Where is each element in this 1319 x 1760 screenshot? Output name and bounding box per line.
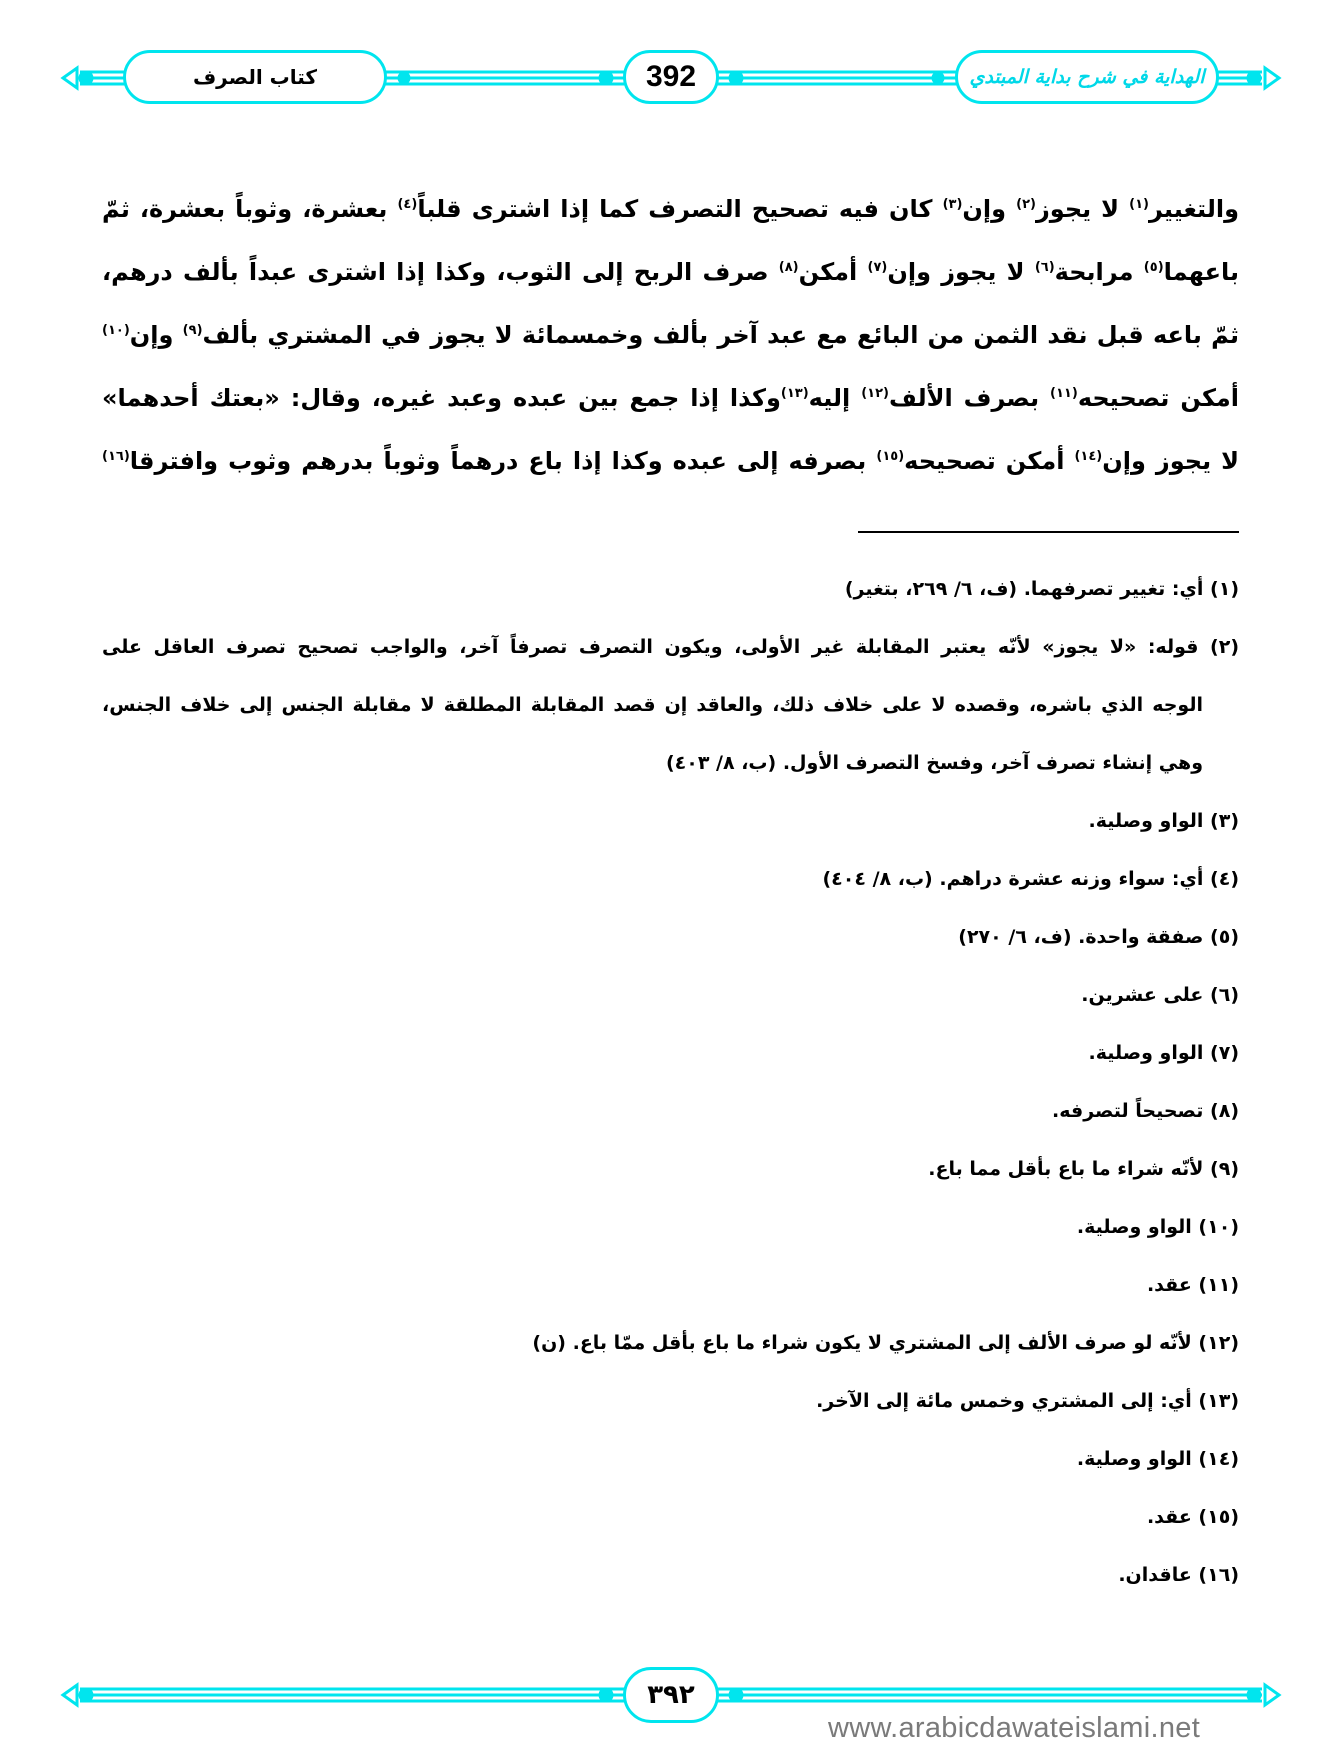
text-segment: وكذا إذا جمع بين عبده وعبد غيره، وقال: «بعتك أحدهما» bbox=[102, 384, 781, 412]
text-segment: بصرف الألف bbox=[888, 384, 1051, 412]
text-segment: لا يجوز bbox=[1035, 195, 1130, 223]
text-segment: مرابحة bbox=[1054, 258, 1144, 286]
footnote-marker[interactable]: (٥) bbox=[1143, 260, 1164, 275]
text-segment: صرف الربح إلى الثوب، وكذا إذا اشترى عبداً بألف درهم، bbox=[102, 258, 779, 286]
footnote-8: (٨) تصحيحاً لتصرفه. bbox=[1052, 1100, 1239, 1122]
text-segment: وإن bbox=[962, 195, 1017, 223]
footnote-16: (١٦) عاقدان. bbox=[1118, 1564, 1239, 1586]
page-number: 392 bbox=[623, 50, 719, 104]
footnote-10: (١٠) الواو وصلية. bbox=[1076, 1216, 1239, 1238]
footer-page-number: ٣٩٢ bbox=[623, 1667, 719, 1723]
text-line bbox=[102, 432, 1239, 495]
text-segment: إليه bbox=[808, 384, 862, 412]
footnote-9: (٩) لأنّه شراء ما باع بأقل مما باع. bbox=[928, 1158, 1239, 1180]
footnotes bbox=[102, 560, 1239, 1604]
text-segment: كان فيه تصحيح التصرف كما إذا اشترى قلباً bbox=[417, 195, 943, 223]
footnote-marker[interactable]: (١٥) bbox=[876, 449, 905, 464]
text-line bbox=[102, 369, 1239, 432]
footnote-marker[interactable]: (١٣) bbox=[780, 386, 809, 401]
chapter-title: كتاب الصرف bbox=[123, 50, 387, 104]
text-segment: ثمّ باعه قبل نقد الثمن من البائع مع عبد آخر بألف وخمسمائة لا يجوز في المشتري بألف bbox=[202, 321, 1240, 349]
footnote-2-continued: وهي إنشاء تصرف آخر، وفسخ التصرف الأول. (ب، ٨/ ٤٠٣) bbox=[665, 752, 1203, 774]
text-line bbox=[102, 306, 1239, 369]
footnote-marker[interactable]: (١٤) bbox=[1074, 449, 1103, 464]
footnote-15: (١٥) عقد. bbox=[1146, 1506, 1239, 1528]
footnote-marker[interactable]: (١٢) bbox=[861, 386, 889, 401]
footnote-text: لأنّه يعتبر المقابلة غير الأولى، ويكون التصرف تصرفاً آخر، والواجب تصحيح تصرف العاقل على bbox=[102, 636, 1043, 658]
footnote-marker[interactable]: (٣) bbox=[942, 197, 963, 212]
footnote-marker[interactable]: (١٠) bbox=[102, 323, 130, 338]
footnote-marker[interactable]: (١١) bbox=[1050, 386, 1078, 401]
footnote-marker[interactable]: (٤) bbox=[397, 197, 418, 212]
text-segment: بعشرة، وثوباً بعشرة، ثمّ bbox=[102, 195, 398, 223]
footnote-2-continued: الوجه الذي باشره، وقصده لا على خلاف ذلك، والعاقد إن قصد المقابلة المطلقة لا مقابلة الجنس إلى خلاف الجنس، bbox=[102, 694, 1203, 716]
text-segment: بصرفه إلى عبده وكذا إذا باع درهماً وثوباً بدرهم وثوب وافترقا bbox=[129, 447, 877, 475]
main-text bbox=[102, 180, 1239, 495]
text-segment: لا يجوز وإن bbox=[1102, 447, 1239, 475]
footnote-marker[interactable]: (٧) bbox=[867, 260, 888, 275]
footnote-11: (١١) عقد. bbox=[1146, 1274, 1239, 1296]
footnote-7: (٧) الواو وصلية. bbox=[1088, 1042, 1239, 1064]
text-segment: لا يجوز وإن bbox=[887, 258, 1035, 286]
footnote-6: (٦) على عشرين. bbox=[1081, 984, 1239, 1006]
text-segment: باعهما bbox=[1163, 258, 1240, 286]
footnote-marker[interactable]: (١) bbox=[1129, 197, 1149, 212]
footnote-2 bbox=[102, 618, 1239, 676]
text-segment: وإن bbox=[129, 321, 183, 349]
footnote-marker[interactable]: (٨) bbox=[778, 260, 799, 275]
book-title-logo: الهداية في شرح بداية المبتدي bbox=[955, 50, 1219, 104]
footnote-marker[interactable]: (٦) bbox=[1034, 260, 1055, 275]
footnote-number: (٢) bbox=[1198, 636, 1239, 658]
text-segment: والتغيير bbox=[1148, 195, 1239, 223]
footnote-14: (١٤) الواو وصلية. bbox=[1076, 1448, 1239, 1470]
text-line bbox=[102, 180, 1239, 243]
footnote-marker[interactable]: (٩) bbox=[182, 323, 203, 338]
footnote-separator bbox=[858, 531, 1239, 533]
text-segment: أمكن تصحيحه bbox=[1077, 384, 1239, 412]
footnote-4: (٤) أي: سواء وزنه عشرة دراهم. (ب، ٨/ ٤٠٤) bbox=[822, 868, 1239, 890]
footnote-1: (١) أي: تغيير تصرفهما. (ف، ٦/ ٢٦٩، بتغير) bbox=[844, 578, 1239, 600]
footnote-5: (٥) صفقة واحدة. (ف، ٦/ ٢٧٠) bbox=[958, 926, 1239, 948]
website-link[interactable]: www.arabicdawateislami.net bbox=[828, 1712, 1201, 1744]
footnote-marker[interactable]: (٢) bbox=[1016, 197, 1036, 212]
footnote-3: (٣) الواو وصلية. bbox=[1088, 810, 1239, 832]
footnote-13: (١٣) أي: إلى المشتري وخمس مائة إلى الآخر. bbox=[816, 1390, 1239, 1412]
text-line bbox=[102, 243, 1239, 306]
footnote-marker[interactable]: (١٦) bbox=[102, 449, 130, 464]
footnote-12: (١٢) لأنّه لو صرف الألف إلى المشتري لا يكون شراء ما باع بأقل ممّا باع. (ن) bbox=[532, 1332, 1239, 1354]
text-segment: أمكن تصحيحه bbox=[904, 447, 1075, 475]
footnote-quote: قوله: «لا يجوز» bbox=[1042, 636, 1199, 658]
text-segment: أمكن bbox=[798, 258, 868, 286]
